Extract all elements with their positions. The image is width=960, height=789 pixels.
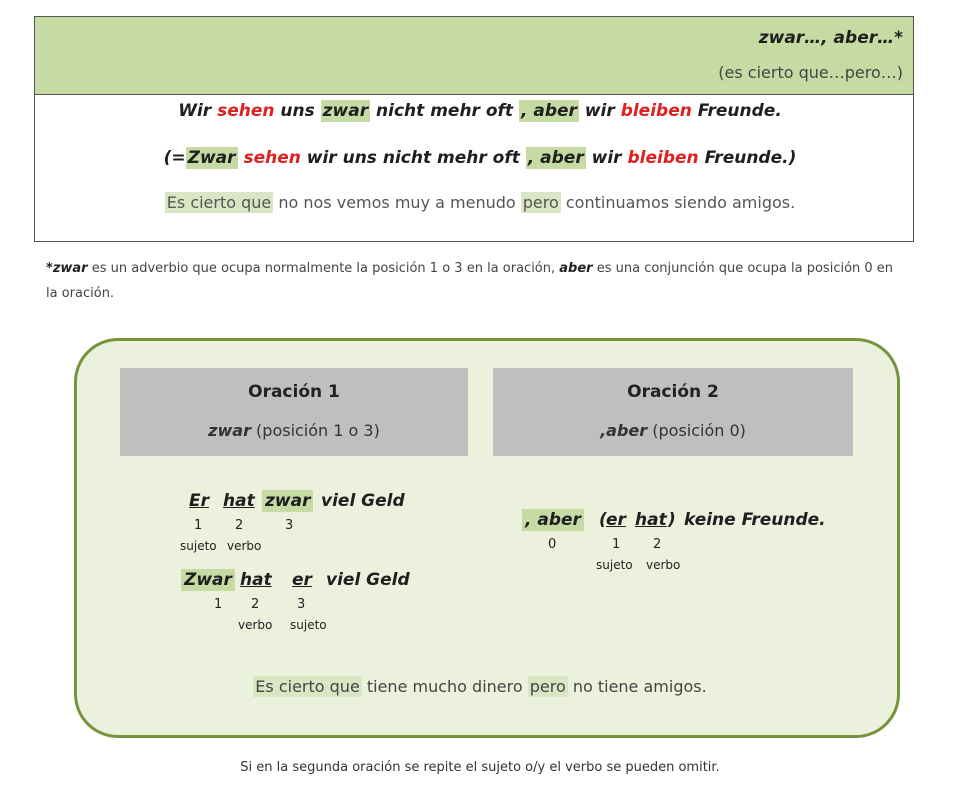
s2-num-3: 3 (297, 597, 306, 612)
translation-es-cierto: Es cierto que (166, 193, 272, 212)
panel-es-cierto: Es cierto que (255, 677, 360, 696)
ex1-zwar: zwar (322, 101, 369, 121)
card-subtitle (120, 421, 468, 440)
footnote-zwar: zwar (52, 261, 88, 276)
ex2-word: (= (163, 148, 186, 168)
panel-part: no tiene amigos. (567, 677, 707, 696)
s1-num-1: 1 (194, 518, 203, 533)
s1-label-sujeto: sujeto (180, 539, 217, 553)
s3-aber: , aber (522, 509, 584, 531)
s2-num-2: 2 (251, 597, 260, 612)
translation-pero: pero (522, 193, 559, 212)
card-title: Oración 1 (248, 382, 340, 402)
s1-num-2: 2 (235, 518, 244, 533)
s2-rest: viel Geld (326, 570, 410, 590)
s1-rest: viel Geld (321, 491, 405, 511)
panel-translation (0, 677, 960, 696)
footnote-text: es una conjunción que ocupa la posición 0 en la oración. (46, 261, 894, 301)
s3-num-1: 1 (612, 537, 621, 552)
s3-num-2: 2 (653, 537, 662, 552)
ex1-word: nicht mehr oft (376, 101, 514, 121)
rule-header (35, 17, 913, 95)
card-keyword: zwar (208, 421, 251, 440)
translation-part: continuamos siendo amigos. (565, 193, 796, 212)
s2-hat: hat (240, 570, 272, 590)
footnote (46, 256, 906, 306)
ex1-word: Wir (178, 101, 212, 121)
footnote-aber: aber (559, 261, 593, 276)
ex1-aber: , aber (520, 101, 577, 121)
s2-label-sujeto: sujeto (290, 618, 327, 632)
s3-label-sujeto: sujeto (596, 558, 633, 572)
s2-zwar: Zwar (181, 569, 235, 591)
s2-er: er (292, 570, 312, 590)
s2-num-1: 1 (214, 597, 223, 612)
translation-sentence (0, 193, 960, 212)
s3-label-verbo: verbo (646, 558, 681, 572)
example-sentence-2 (0, 148, 960, 168)
card-oracion-2 (493, 368, 853, 456)
s3-hat: hat (635, 510, 667, 530)
s3-rest: keine Freunde. (684, 510, 826, 530)
ex1-verb: sehen (217, 101, 275, 121)
card-title: Oración 2 (627, 382, 719, 402)
footer-note: Si en la segunda oración se repite el sujeto o/y el verbo se pueden omitir. (240, 760, 720, 775)
s2-label-verbo: verbo (238, 618, 273, 632)
ex2-aber: , aber (527, 148, 584, 168)
ex2-word: Freunde.) (704, 148, 797, 168)
s1-num-3: 3 (285, 518, 294, 533)
ex2-verb: sehen (243, 148, 301, 168)
s1-label-verbo: verbo (227, 539, 262, 553)
card-keyword: ,aber (600, 421, 648, 440)
rule-subtitle: (es cierto que…pero…) (718, 63, 903, 82)
ex1-word: uns (280, 101, 315, 121)
ex2-word: wir uns nicht mehr oft (306, 148, 520, 168)
ex2-word: wir (591, 148, 622, 168)
card-oracion-1 (120, 368, 468, 456)
ex2-zwar: Zwar (187, 148, 236, 168)
s1-er: Er (189, 491, 209, 511)
s3-er: er (606, 510, 626, 530)
s1-zwar: zwar (262, 490, 313, 512)
translation-part: no nos vemos muy a menudo (278, 193, 516, 212)
ex1-word: Freunde. (697, 101, 782, 121)
panel-pero: pero (529, 677, 566, 696)
example-sentence-1 (0, 101, 960, 121)
card-subtitle (493, 421, 853, 440)
footnote-text: es un adverbio que ocupa normalmente la posición 1 o 3 en la oración, (87, 261, 560, 276)
s3-num-0: 0 (548, 537, 557, 552)
s3-paren-open: ( (599, 510, 607, 530)
ex2-verb: bleiben (627, 148, 699, 168)
card-note: (posición 1 o 3) (250, 421, 380, 440)
rule-title: zwar…, aber…* (758, 28, 903, 48)
ex1-word: wir (584, 101, 615, 121)
ex1-verb: bleiben (620, 101, 692, 121)
panel-part: tiene mucho dinero (361, 677, 528, 696)
footnote-star: * (46, 261, 53, 276)
card-note: (posición 0) (647, 421, 746, 440)
s1-hat: hat (223, 491, 255, 511)
s3-paren-close: ) (668, 510, 676, 530)
